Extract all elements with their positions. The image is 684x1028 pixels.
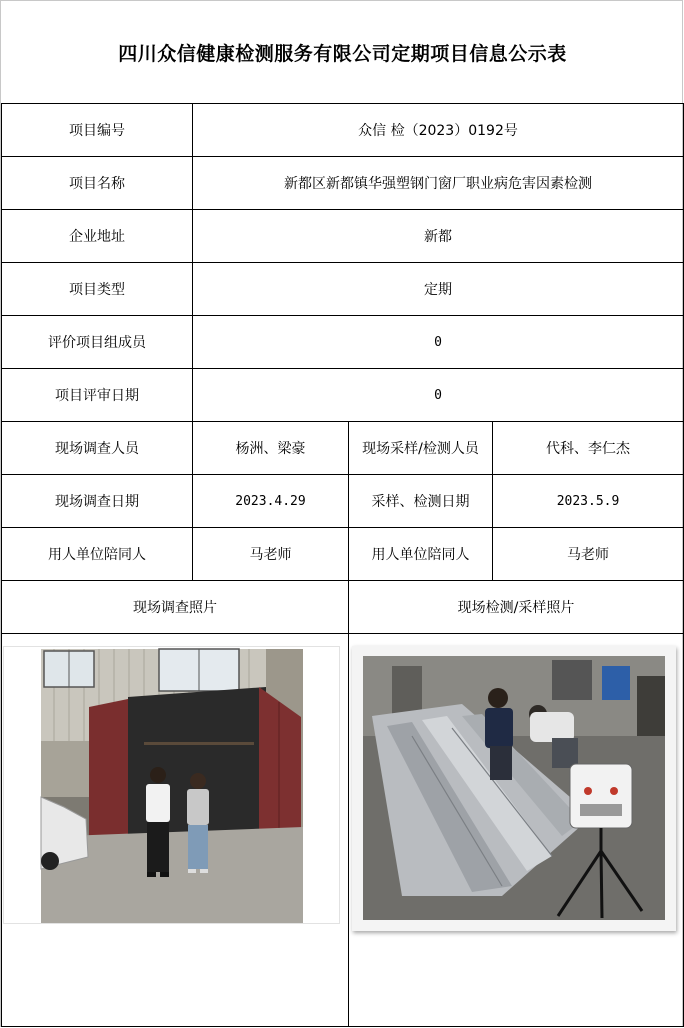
survey-site-photo — [3, 646, 340, 924]
survey-staff-label: 现场调查人员 — [55, 441, 139, 457]
sampling-photo-label: 现场检测/采样照片 — [457, 600, 575, 616]
project-name-value: 新都区新都镇华强塑钢门窗厂职业病危害因素检测 — [284, 176, 592, 192]
review-date-label: 项目评审日期 — [55, 388, 139, 404]
sampling-site-illustration — [352, 646, 676, 931]
escort-right-value: 马老师 — [567, 547, 609, 563]
survey-date-label: 现场调查日期 — [55, 494, 139, 510]
team-members-value: 0 — [434, 334, 442, 350]
project-number-value: 众信 检（2023）0192号 — [358, 123, 518, 139]
review-date-value: 0 — [434, 387, 442, 403]
survey-staff-value: 杨洲、梁豪 — [235, 441, 306, 457]
project-number-label: 项目编号 — [69, 123, 125, 139]
escort-left-label: 用人单位陪同人 — [48, 547, 146, 563]
survey-photo-label: 现场调查照片 — [133, 600, 217, 616]
row-divider — [1, 633, 684, 634]
project-type-value: 定期 — [424, 282, 452, 298]
project-name-label: 项目名称 — [69, 176, 125, 192]
company-address-label: 企业地址 — [69, 229, 125, 245]
company-address-value: 新都 — [424, 229, 452, 245]
survey-date-value: 2023.4.29 — [235, 493, 306, 509]
project-type-label: 项目类型 — [69, 282, 125, 298]
survey-site-illustration — [4, 647, 339, 923]
escort-left-value: 马老师 — [249, 547, 292, 563]
sampling-site-photo — [352, 646, 676, 931]
sampling-staff-value: 代科、李仁杰 — [546, 441, 630, 457]
row-divider — [1, 1026, 684, 1027]
sampling-staff-label: 现场采样/检测人员 — [362, 441, 479, 457]
sampling-date-label: 采样、检测日期 — [371, 494, 470, 510]
escort-right-label: 用人单位陪同人 — [371, 547, 470, 563]
page-title: 四川众信健康检测服务有限公司定期项目信息公示表 — [118, 43, 567, 65]
sampling-date-value: 2023.5.9 — [556, 493, 620, 509]
team-members-label: 评价项目组成员 — [48, 335, 146, 351]
